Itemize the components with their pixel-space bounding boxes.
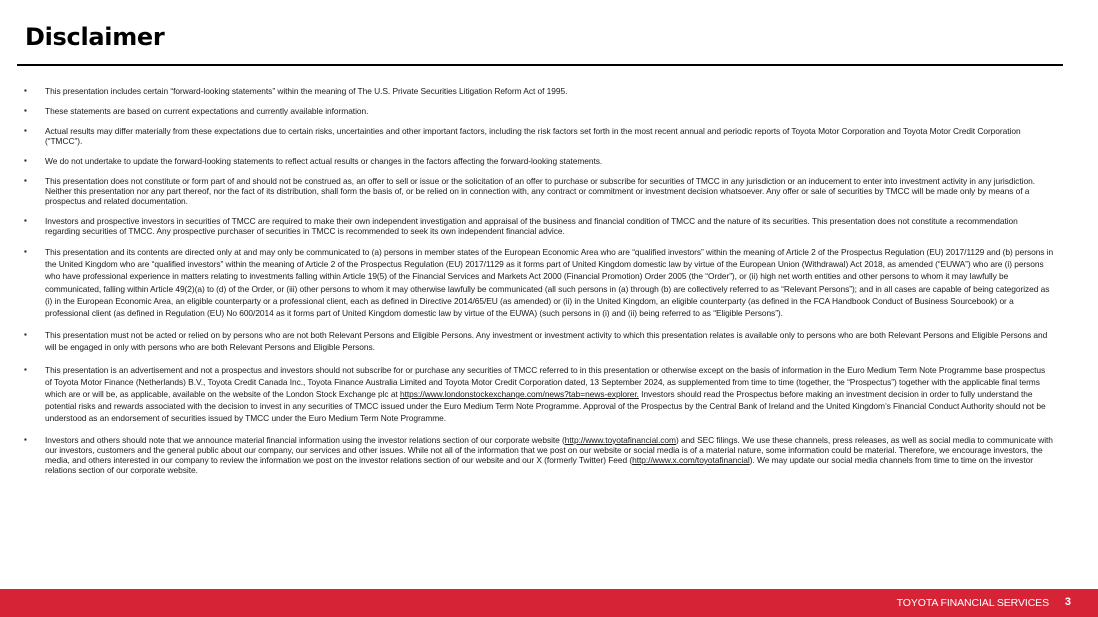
list-item bbox=[24, 216, 1054, 236]
list-item bbox=[24, 435, 1054, 475]
bullet-marker: ▪ bbox=[24, 106, 27, 115]
list-item bbox=[24, 329, 1054, 353]
list-item bbox=[24, 86, 1054, 96]
toyotafinancial-website-link[interactable]: http://www.toyotafinancial.com bbox=[564, 434, 676, 445]
footer-brand: TOYOTA FINANCIAL SERVICES bbox=[896, 597, 1049, 609]
bullet-text: ). We may update our social media channels from time to time on the investor relations section of our corporate website. bbox=[45, 454, 1033, 475]
x-feed-link[interactable]: http://www.x.com/toyotafinancial bbox=[632, 454, 750, 465]
bullet-marker: ▪ bbox=[24, 434, 27, 444]
list-item bbox=[24, 126, 1054, 146]
bullet-text: This presentation includes certain “forward-looking statements” within the meaning of The U.S. Private Securities Litigation Reform Act of 1995. bbox=[45, 86, 568, 96]
bullet-marker: ▪ bbox=[24, 176, 27, 185]
bullet-text: Investors and prospective investors in securities of TMCC are required to make their own independent investigation and appraisal of the business and financial condition of TMCC and the nature of its securities. This presentation does not constitute a recommendation regarding securities of TMCC. Any prospective purchaser of securities in TMCC is recommended to seek its own independent financial advice. bbox=[45, 216, 1018, 236]
bullet-text: This presentation is an advertisement and not a prospectus and investors should not subscribe for or purchase any securities of TMCC referred to in this presentation or otherwise except on the basis of information in the Euro Medium Term Note Programme base prospectus of Toyota Motor Finance (Netherlands) B.V., Toyota Credit Canada Inc., Toyota Finance Australia Limited and Toyota Motor Credit Corporation dated, 13 September 2024, as supplemented from time to time (together, the “Prospectus”) together with the applicable final terms which are or will be, as applicable, available on the website of the London Stock Exchange plc at bbox=[45, 364, 1046, 400]
bullet-text: This presentation must not be acted or relied on by persons who are not both Relevant Persons and Eligible Persons. Any investment or investment activity to which this presentation relates is available only to persons who are both Relevant Persons and Eligible Persons and will be engaged in only with persons who are both Relevant Persons and Eligible Persons. bbox=[45, 330, 1048, 353]
bullet-text: This presentation does not constitute or form part of and should not be construed as, an offer to sell or issue or the solicitation of an offer to purchase or subscribe for securities of TMCC in any jurisdiction or an inducement to enter into investment activity in any jurisdiction. Neither this presentation nor any part thereof, nor the fact of its distribution, shall form the basis of, or be relied on in connection with, any contract or commitment or investment decision whatsoever. Any offer or sale of securities by TMCC will be made only by means of a prospectus and related documentation. bbox=[45, 176, 1035, 206]
list-item bbox=[24, 176, 1054, 206]
bullet-marker: ▪ bbox=[24, 330, 27, 340]
bullet-text: ) and SEC filings. We use these channels, press releases, as well as social media to communicate with our investors, customers and the general public about our company, our services and other issues. While not all of the information that we post on our website or social media is of a material nature, some information could be material. Therefore, we encourage investors, the media, and others interested in our company to review the information we post on the investor relations section of our website and our X (formerly Twitter) Feed ( bbox=[45, 434, 1053, 465]
disclaimer-list bbox=[24, 86, 1054, 485]
list-item bbox=[24, 246, 1054, 319]
bullet-marker: ▪ bbox=[24, 364, 27, 374]
bullet-marker: ▪ bbox=[24, 216, 27, 225]
list-item bbox=[24, 156, 1054, 166]
page-title: Disclaimer bbox=[25, 23, 165, 51]
bullet-text: Investors and others should note that we announce material financial information using the investor relations section of our corporate website ( bbox=[45, 434, 565, 445]
title-divider bbox=[17, 64, 1063, 66]
london-stock-exchange-link[interactable]: https://www.londonstockexchange.com/news?tab=news-explorer. bbox=[399, 389, 639, 400]
bullet-text: Investors should read the Prospectus before making an investment decision in order to fully understand the potential risks and rewards associated with the decision to invest in any securities of TMCC issued under the Euro Medium Term Note Programme. Approval of the Prospectus by the Central Bank of Ireland and the United Kingdom’s Financial Conduct Authority should not be understood as an endorsement of securities issued by TMCC under the Euro Medium Term Note Programme. bbox=[45, 389, 1046, 424]
list-item bbox=[24, 106, 1054, 116]
list-item bbox=[24, 364, 1054, 425]
bullet-marker: ▪ bbox=[24, 156, 27, 165]
page-number: 3 bbox=[1064, 596, 1071, 608]
bullet-text: This presentation and its contents are directed only at and may only be communicated to (a) persons in member states of the European Economic Area who are “qualified investors” within the meaning of Article 2 of the Prospectus Regulation (EU) 2017/1129 and (b) persons in the United Kingdom who are “qualified investors” within the meaning of Article 2 of the Prospectus Regulation (EU) 2017/1129 as it forms part of United Kingdom domestic law by virtue of the European Union (Withdrawal) Act 2018, as amended (“EUWA”) who are (i) persons who have professional experience in matters relating to investments falling within Article 19(5) of the Financial Services and Markets Act 2000 (Financial Promotion) Order 2005 (the “Order”), or (ii) high net worth entities and other persons to whom it may lawfully be communicated, falling within Article 49(2)(a) to (d) of the Order, or (iii) other persons to whom it may otherwise lawfully be communicated (all such persons in (a) through (b) are collectively referred to as “Relevant Persons”); and in all cases are capable of being categorized as (i) in the European Economic Area, an eligible counterparty or a professional client, each as defined in Directive 2014/65/EU (as amended) or (ii) in the United Kingdom, an eligible counterparty (as defined in the FCA Handbook Conduct of Business Sourcebook) or a professional client (as defined in Regulation (EU) No 600/2014 as it forms part of United Kingdom domestic law by virtue of the EUWA) (such persons in (i) and (ii) being referred to as “Eligible Persons”). bbox=[45, 247, 1054, 319]
bullet-text: Actual results may differ materially from these expectations due to certain risks, uncertainties and other important factors, including the risk factors set forth in the most recent annual and periodic reports of Toyota Motor Corporation and Toyota Motor Credit Corporation (“TMCC”). bbox=[45, 126, 1021, 146]
bullet-text: These statements are based on current expectations and currently available information. bbox=[45, 106, 369, 116]
bullet-marker: ▪ bbox=[24, 247, 27, 256]
footer-bar bbox=[0, 589, 1098, 617]
bullet-text: We do not undertake to update the forward-looking statements to reflect actual results or changes in the factors affecting the forward-looking statements. bbox=[45, 156, 603, 166]
bullet-marker: ▪ bbox=[24, 86, 27, 95]
bullet-marker: ▪ bbox=[24, 126, 27, 135]
